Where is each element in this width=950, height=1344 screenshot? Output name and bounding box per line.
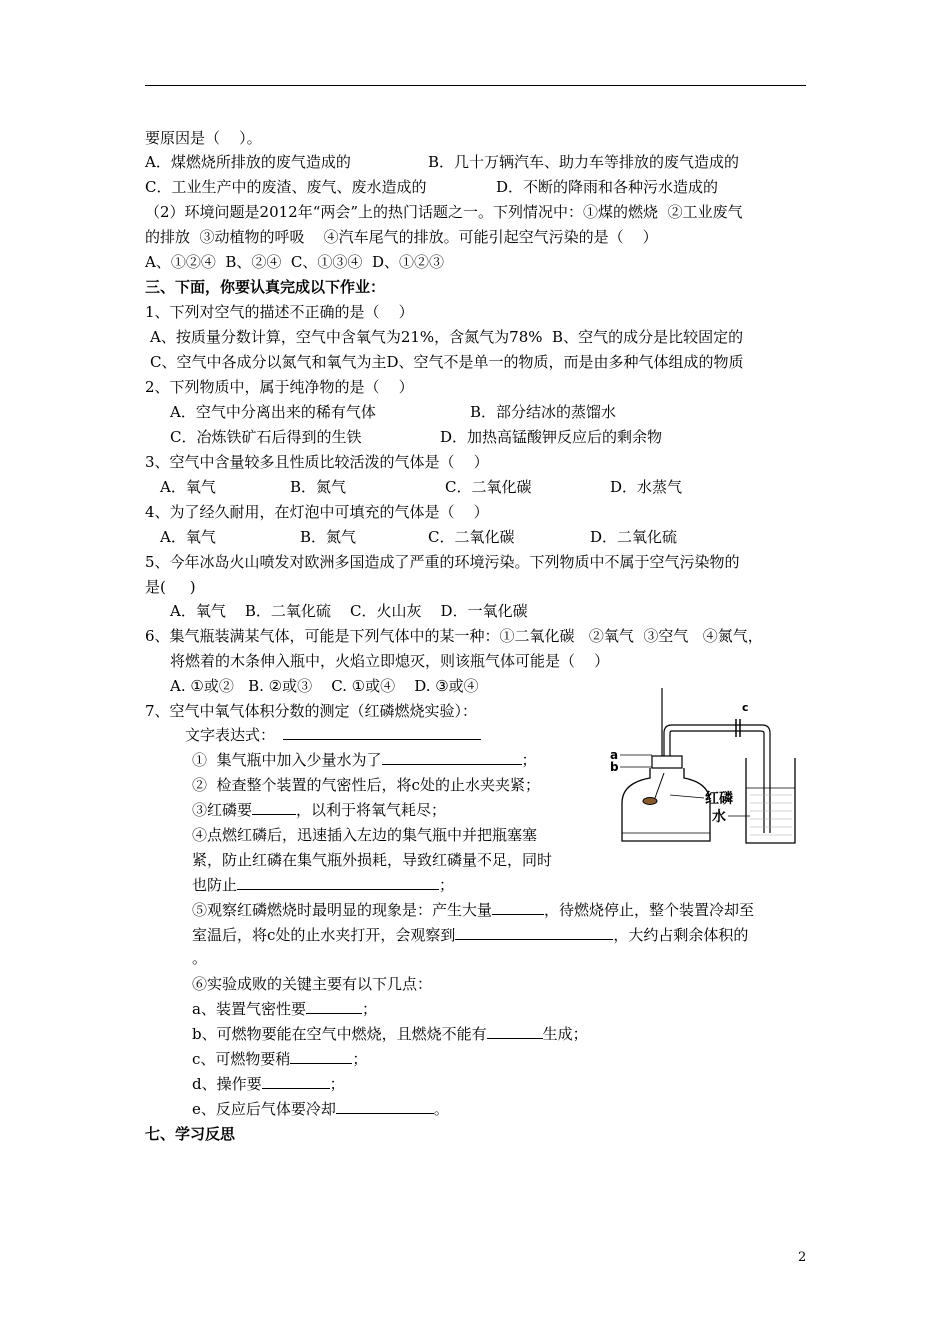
question-7: 7、空气中氧气体积分数的测定（红磷燃烧实验）： — [145, 702, 478, 720]
option-d: D．加热高锰酸钾反应后的剩余物 — [440, 428, 663, 446]
step-4: ④点燃红磷后，迅速插入左边的集气瓶中并把瓶塞塞 — [192, 826, 538, 844]
question-4: 4、为了经久耐用，在灯泡中可填充的气体是（ ） — [145, 503, 489, 521]
phosphorus-spoon — [643, 798, 657, 805]
word-equation-line — [185, 725, 481, 745]
key-b-end: 生成； — [542, 1025, 588, 1043]
step-1-text: ① 集气瓶中加入少量水为了 — [192, 751, 382, 769]
answer-blank[interactable] — [306, 999, 362, 1014]
step-3-end: ，以利于将氧气耗尽； — [296, 801, 447, 819]
label-c: c — [742, 701, 749, 714]
key-c — [192, 1049, 367, 1069]
apparatus-diagram — [600, 683, 800, 853]
answer-blank[interactable] — [252, 800, 296, 815]
text-line: 要原因是（ ）。 — [145, 129, 262, 147]
step-4-end — [192, 875, 454, 895]
key-e — [192, 1099, 449, 1119]
option-b: B．部分结冰的蒸馏水 — [470, 403, 617, 421]
answer-blank[interactable] — [492, 900, 544, 915]
question-6: 6、集气瓶装满某气体，可能是下列气体中的某一种：①二氧化碳 ②氧气 ③空气 ④氮气， — [145, 627, 763, 645]
step-5 — [192, 900, 754, 920]
option-b: B．几十万辆汽车、助力车等排放的废气造成的 — [428, 153, 740, 171]
question-5-cont: 是( ) — [145, 578, 196, 596]
question-5-options: A．氧气 B．二氧化硫 C．火山灰 D．一氧化碳 — [170, 602, 528, 620]
answer-blank[interactable] — [455, 925, 613, 940]
step-5-text: ⑤观察红磷燃烧时最明显的现象是：产生大量 — [192, 901, 493, 919]
step-5-end: 。 — [192, 949, 208, 967]
page-number: 2 — [798, 1250, 807, 1265]
option-a: A．氧气 — [160, 478, 216, 496]
question-6-cont: 将燃着的木条伸入瓶中，火焰立即熄灭，则该瓶气体可能是（ ） — [170, 652, 610, 670]
gas-bottle — [622, 768, 710, 841]
label-water: 水 — [712, 809, 726, 825]
question-1-options-cd: C、空气中各成分以氮气和氧气为主D、空气不是单一的物质，而是由多种气体组成的物质 — [150, 353, 744, 371]
leader-phosphorus — [670, 795, 704, 798]
answer-blank[interactable] — [237, 875, 439, 890]
option-c: C．冶炼铁矿石后得到的生铁 — [170, 428, 362, 446]
section-heading-reflection: 七、学习反思 — [145, 1125, 236, 1143]
key-e-text: e、反应后气体要冷却 — [192, 1100, 336, 1118]
label-b: b — [610, 760, 619, 774]
option-b: B．氮气 — [300, 528, 357, 546]
label-red-phosphorus: 红磷 — [705, 791, 733, 807]
key-d-text: d、操作要 — [192, 1075, 262, 1093]
key-d — [192, 1074, 345, 1094]
step-4-text: 也防止 — [192, 876, 238, 894]
option-c: C．工业生产中的废渣、废气、废水造成的 — [145, 178, 427, 196]
step-1 — [192, 750, 537, 770]
stopper — [652, 756, 682, 768]
text-line: （2）环境问题是2012年“两会”上的热门话题之一。下列情况中：①煤的燃烧 ②工业废气 — [145, 203, 743, 221]
option-d: D．水蒸气 — [610, 478, 683, 496]
question-1: 1、下列对空气的描述不正确的是（ ） — [145, 303, 414, 321]
question-3: 3、空气中含量较多且性质比较活泼的气体是（ ） — [145, 453, 489, 471]
header-rule — [145, 85, 806, 86]
key-a-end: ； — [361, 1000, 377, 1018]
key-c-text: c、可燃物要稍 — [192, 1050, 291, 1068]
option-a: A．空气中分离出来的稀有气体 — [170, 403, 376, 421]
key-d-end: ； — [329, 1075, 345, 1093]
question-1-options-ab: A、按质量分数计算，空气中含氧气为21%，含氮气为78% B、空气的成分是比较固定的 — [150, 328, 744, 346]
step-5-line2 — [192, 925, 748, 945]
question-2: 2、下列物质中，属于纯净物的是（ ） — [145, 378, 414, 396]
spoon-handle — [655, 773, 664, 798]
text-line: 的排放 ③动植物的呼吸 ④汽车尾气的排放。可能引起空气污染的是（ ） — [145, 228, 658, 246]
answer-blank[interactable] — [382, 750, 522, 765]
key-e-end: 。 — [433, 1100, 449, 1118]
step-5-cont2: ，大约占剩余体积的 — [613, 926, 749, 944]
section-heading: 三、下面，你要认真完成以下作业： — [145, 278, 386, 296]
key-a-text: a、装置气密性要 — [192, 1000, 306, 1018]
option-a: A．煤燃烧所排放的废气造成的 — [145, 153, 351, 171]
key-b-text: b、可燃物要能在空气中燃烧，且燃烧不能有 — [192, 1025, 487, 1043]
step-4-semicolon: ； — [439, 876, 455, 894]
answer-blank[interactable] — [283, 725, 481, 740]
step-1-end: ； — [521, 751, 537, 769]
word-equation-label: 文字表达式： — [185, 726, 276, 744]
option-c: C．二氧化碳 — [445, 478, 532, 496]
answer-blank[interactable] — [336, 1099, 434, 1114]
step-6: ⑥实验成败的关键主要有以下几点： — [192, 975, 433, 993]
step-2: ② 检查整个装置的气密性后，将c处的止水夹夹紧； — [192, 776, 540, 794]
step-4-cont: 紧，防止红磷在集气瓶外损耗，导致红磷量不足，同时 — [192, 851, 553, 869]
text-line: A、①②④ B、②④ C、①③④ D、①②③ — [145, 253, 444, 271]
step-5-cont: ，待燃烧停止，整个装置冷却至 — [544, 901, 755, 919]
key-a — [192, 999, 377, 1019]
option-b: B．氮气 — [290, 478, 347, 496]
option-c: C．二氧化碳 — [428, 528, 515, 546]
key-b — [192, 1024, 588, 1044]
question-5: 5、今年冰岛火山喷发对欧洲多国造成了严重的环境污染。下列物质中不属于空气污染物的 — [145, 553, 740, 571]
key-c-end: ； — [352, 1050, 368, 1068]
answer-blank[interactable] — [262, 1074, 330, 1089]
option-d: D．不断的降雨和各种污水造成的 — [496, 178, 719, 196]
step-3-text: ③红磷要 — [192, 801, 253, 819]
label-a: a — [610, 748, 619, 762]
step-5-text2: 室温后，将c处的止水夹打开，会观察到 — [192, 926, 456, 944]
question-6-options: A. ①或② B. ②或③ C. ①或④ D. ③或④ — [170, 677, 479, 695]
answer-blank[interactable] — [290, 1049, 352, 1064]
answer-blank[interactable] — [487, 1024, 543, 1039]
option-a: A．氧气 — [160, 528, 216, 546]
step-3 — [192, 800, 446, 820]
option-d: D．二氧化硫 — [590, 528, 678, 546]
